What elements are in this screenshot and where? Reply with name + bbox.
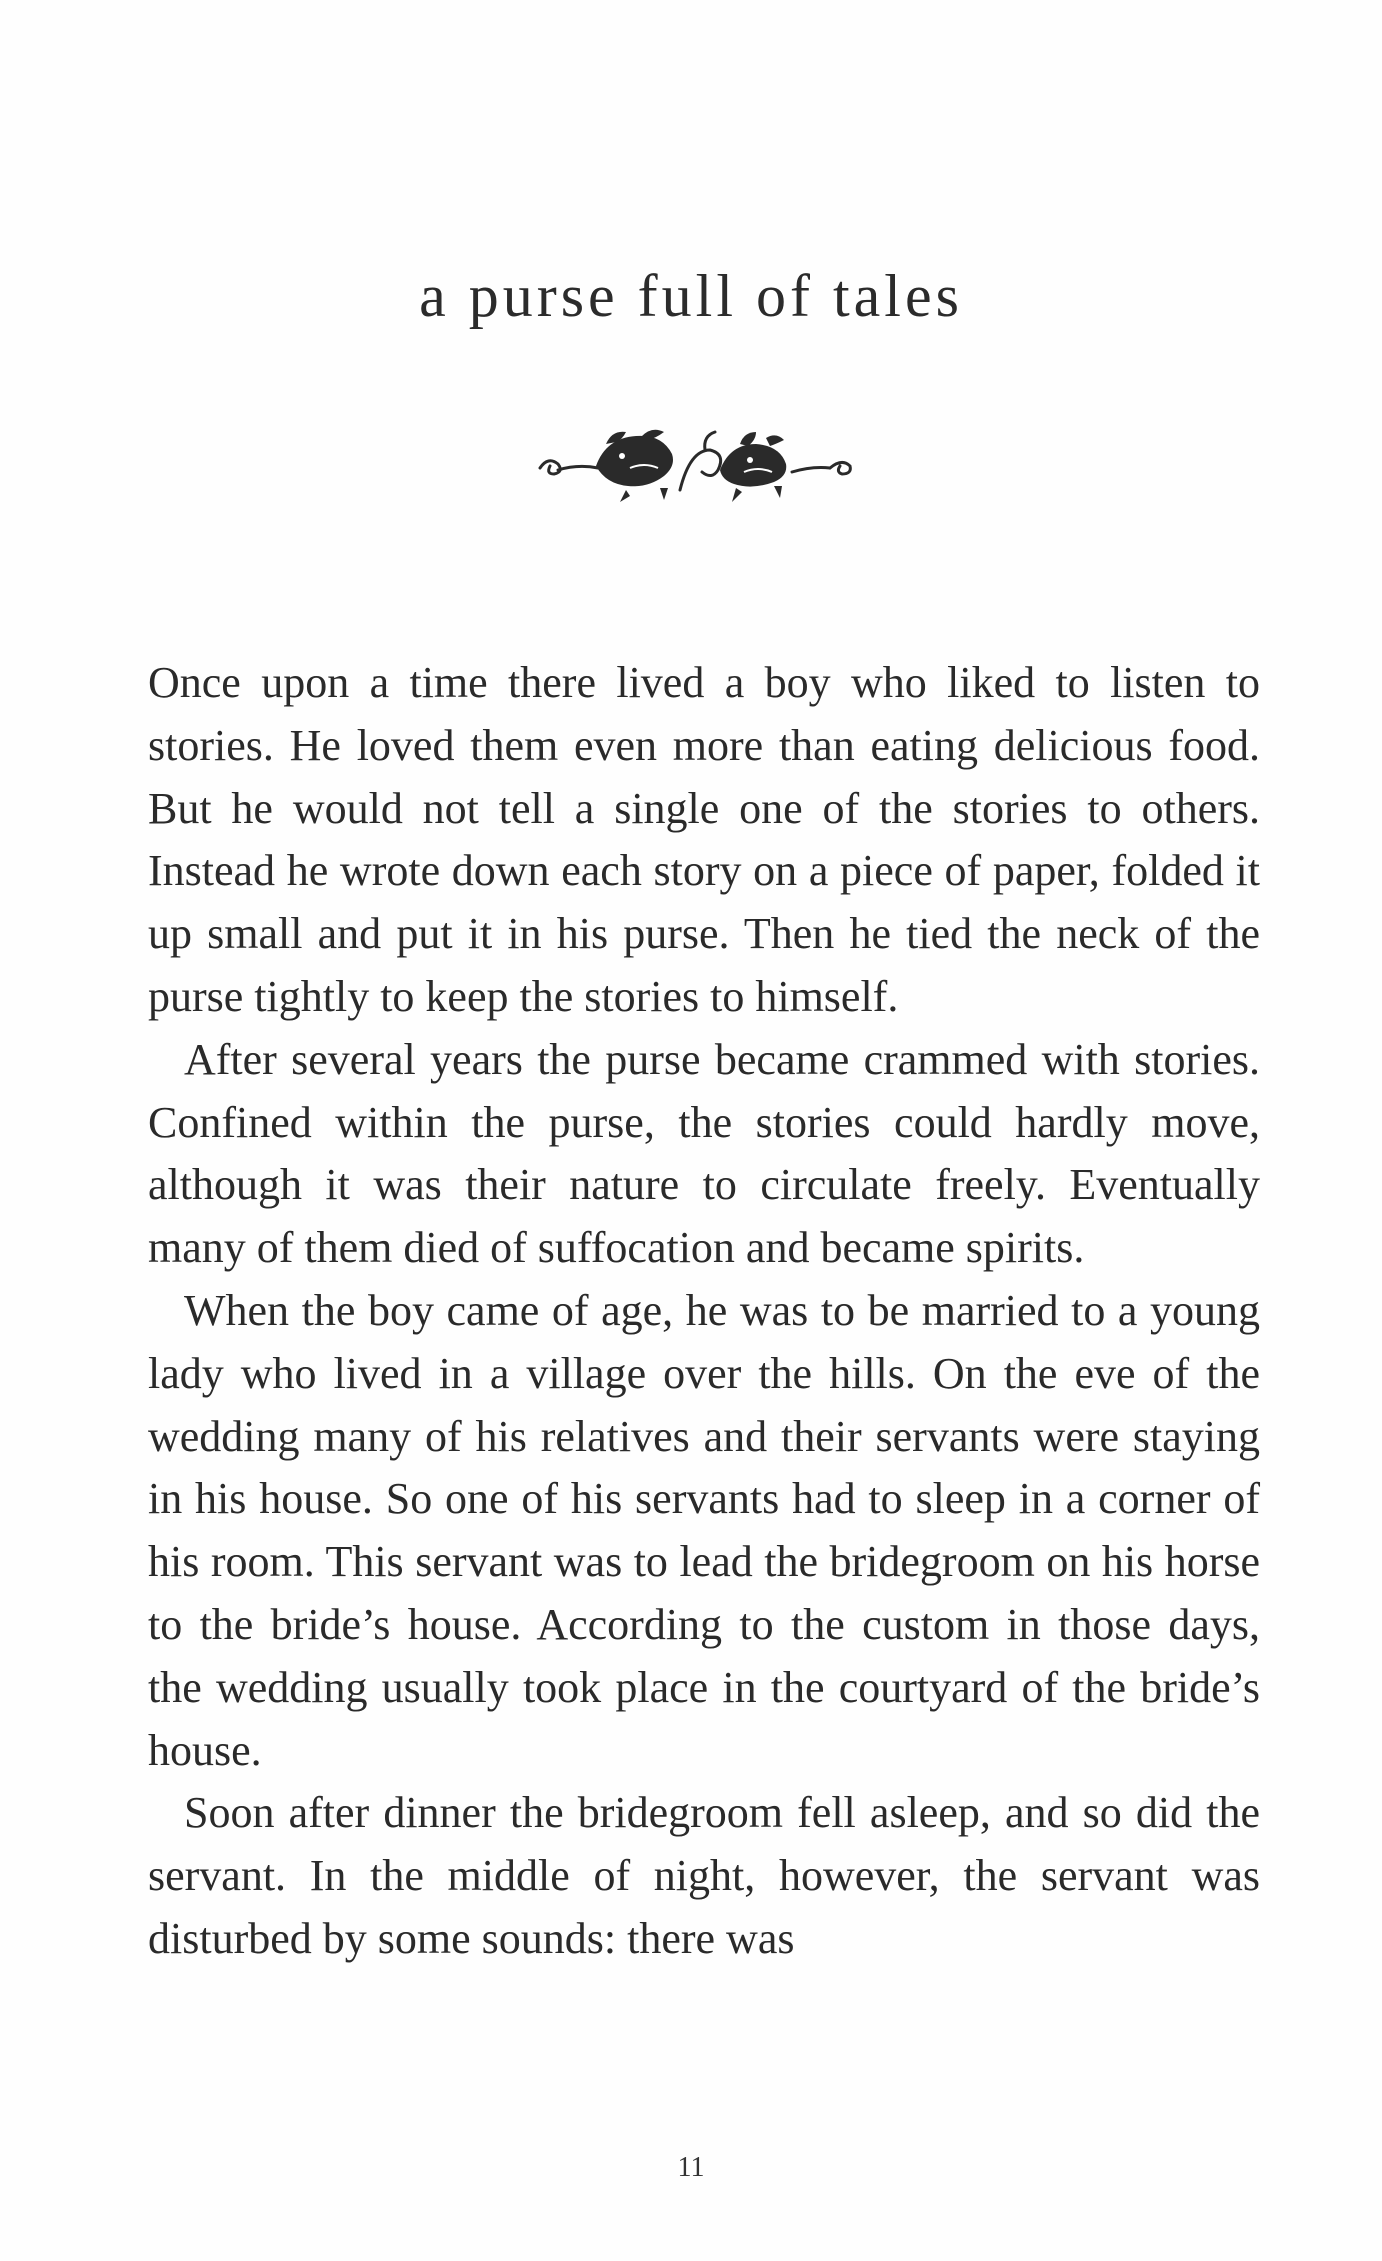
chapter-title: a purse full of tales <box>419 263 963 329</box>
paragraph: When the boy came of age, he was to be married to a young lady who lived in a village over the hills. On the eve of the wedding many of his relatives and their servants were staying in his house. So one of his servants had to sleep in a corner of his room. This servant was to lead the bridegroom on his horse to the bride’s house. According to the custom in those days, the wedding usually took place in the courtyard of the bride’s house. <box>148 1285 1260 1775</box>
page-number: 11 <box>677 2152 705 2183</box>
paragraph: Once upon a time there lived a boy who liked to listen to stories. He loved them even more than eating delicious food. But he would not tell a single one of the stories to others. Instead he wrote down each story on a piece of paper, folded it up small and put it in his purse. Then he tied the neck of the purse tightly to keep the stories to himself. <box>148 658 1260 1021</box>
paragraph: After several years the purse became crammed with stories. Confined within the purse, the stories could hardly move, although it was their nature to circulate freely. Eventually many of them died of suffocation and became spirits. <box>148 1034 1260 1273</box>
body-text <box>148 652 1260 1971</box>
dragon-ornament-icon <box>530 410 860 510</box>
paragraph: Soon after dinner the bridegroom fell asleep, and so did the servant. In the middle of night, however, the servant was disturbed by some sounds: there was <box>148 1788 1260 1963</box>
